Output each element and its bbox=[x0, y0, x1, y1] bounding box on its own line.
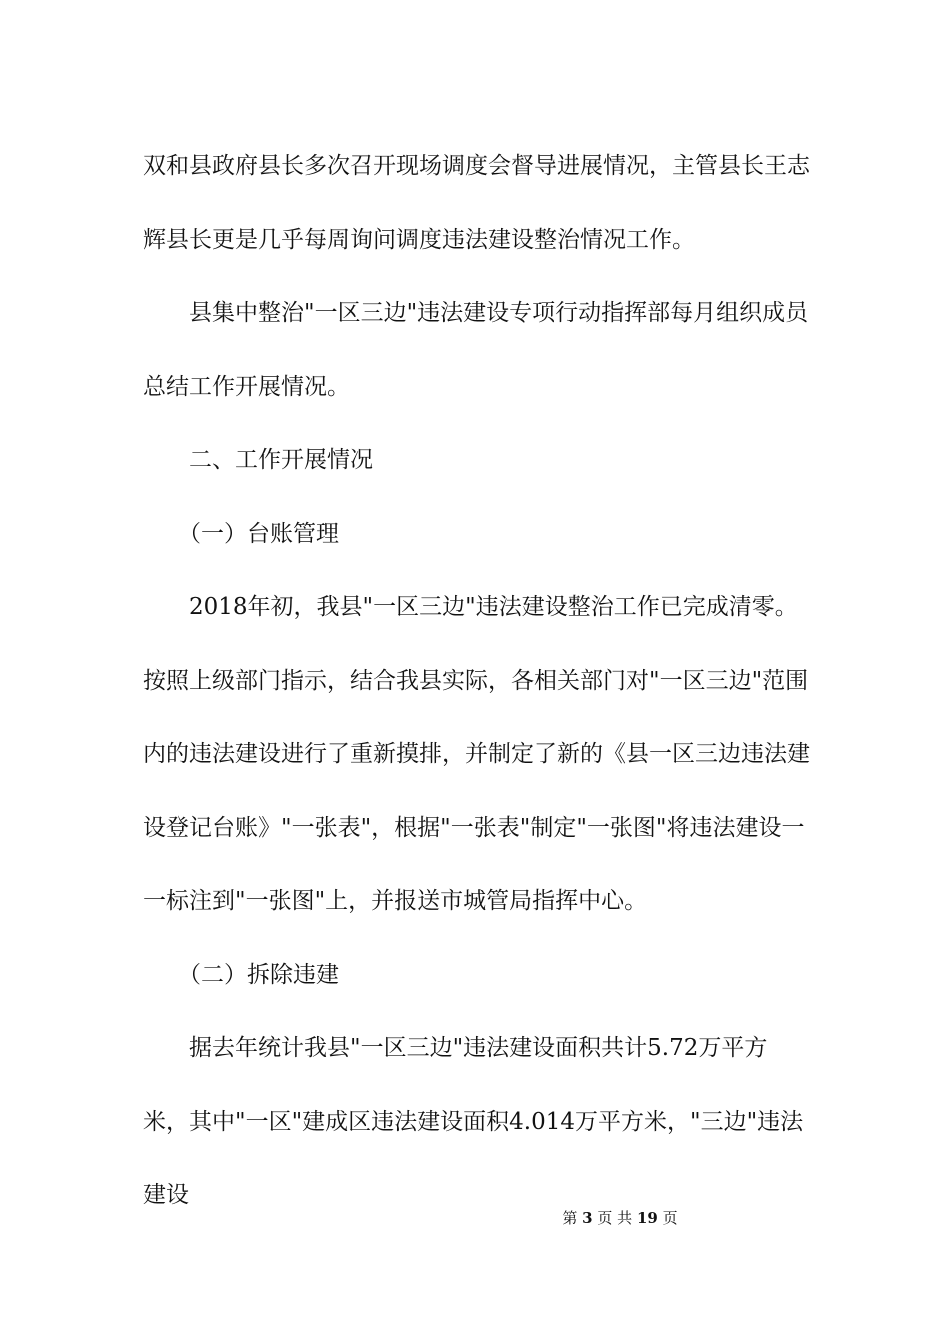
footer-suffix: 页 bbox=[662, 1209, 678, 1227]
document-body bbox=[143, 130, 813, 1233]
paragraph-1: 双和县政府县长多次召开现场调度会督导进展情况，主管县长王志辉县长更是几乎每周询问调度违法建设整治情况工作。 bbox=[143, 153, 810, 253]
paragraph-3: 2018年初，我县"一区三边"违法建设整治工作已完成清零。按照上级部门指示，结合我县实际，各相关部门对"一区三边"范围内的违法建设进行了重新摸排，并制定了新的《县一区三边违法建设登记台账》"一张表"，根据"一张表"制定"一张图"将违法建设一一标注到"一张图"上，并报送市城管局指挥中心。 bbox=[143, 594, 810, 914]
footer-current-page: 3 bbox=[582, 1209, 593, 1227]
footer-prefix: 第 bbox=[562, 1209, 578, 1227]
subsection-heading-ledger: （一）台账管理 bbox=[178, 520, 339, 547]
subsection-heading-demolition: （二）拆除违建 bbox=[178, 961, 339, 988]
paragraph-4: 据去年统计我县"一区三边"违法建设面积共计5.72万平方米，其中"一区"建成区违法建设面积4.014万平方米，"三边"违法建设 bbox=[143, 1035, 804, 1208]
page-footer bbox=[0, 1208, 950, 1228]
section-heading-work-progress: 二、工作开展情况 bbox=[189, 447, 373, 473]
footer-middle: 页 共 bbox=[597, 1209, 633, 1227]
footer-total-pages: 19 bbox=[636, 1209, 658, 1227]
paragraph-2: 县集中整治"一区三边"违法建设专项行动指挥部每月组织成员总结工作开展情况。 bbox=[143, 300, 809, 400]
